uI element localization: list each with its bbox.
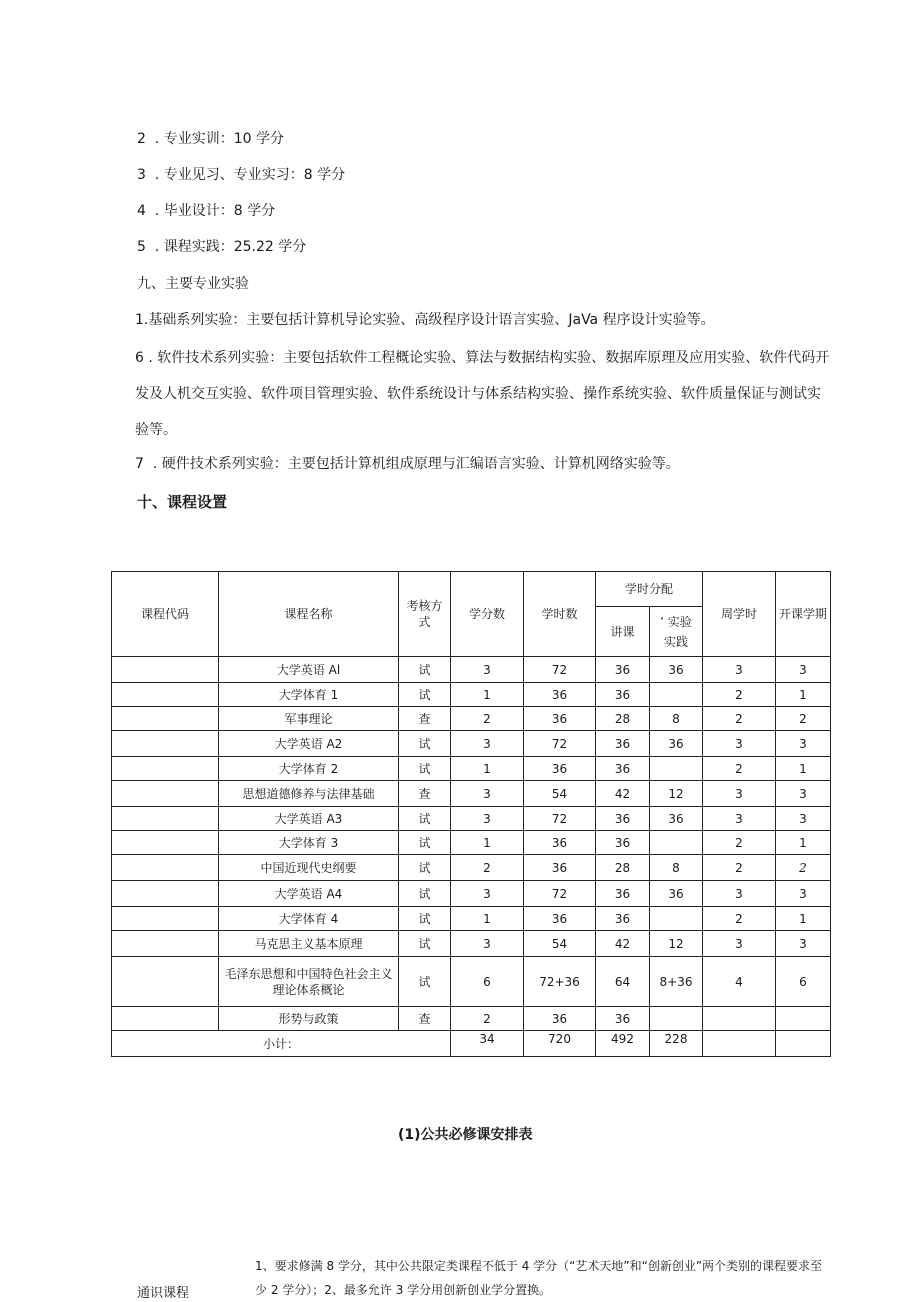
cell-hours: 72 — [524, 657, 596, 683]
cell-credits: 1 — [451, 831, 524, 855]
cell-lab: 36 — [650, 657, 703, 683]
cell-hours: 36 — [524, 855, 596, 881]
cell-weekly — [703, 1007, 776, 1031]
cell-term: 3 — [776, 657, 831, 683]
header-code: 课程代码 — [112, 572, 219, 657]
cell-code — [112, 831, 219, 855]
table-row — [112, 683, 831, 707]
cell-exam: 试 — [399, 907, 451, 931]
cell-hours: 72 — [524, 807, 596, 831]
subtotal-term — [776, 1031, 831, 1057]
cell-code — [112, 683, 219, 707]
cell-weekly: 2 — [703, 757, 776, 781]
cell-term: 1 — [776, 831, 831, 855]
cell-lab — [650, 757, 703, 781]
cell-weekly: 3 — [703, 807, 776, 831]
item-3: 3 . 专业见习、专业实习：8 学分 — [137, 167, 346, 183]
subtotal-lab: 228 — [650, 1031, 703, 1057]
cell-weekly: 3 — [703, 781, 776, 807]
table-row — [112, 757, 831, 781]
cell-credits: 1 — [451, 683, 524, 707]
item-4: 4 . 毕业设计：8 学分 — [137, 203, 276, 219]
header-term: 开课学期 — [776, 572, 831, 657]
cell-weekly: 2 — [703, 831, 776, 855]
cell-exam: 试 — [399, 957, 451, 1007]
cell-term — [776, 1007, 831, 1031]
cell-lecture: 36 — [596, 731, 650, 757]
cell-code — [112, 881, 219, 907]
cell-exam: 试 — [399, 881, 451, 907]
table-row — [112, 831, 831, 855]
cell-lab: 8+36 — [650, 957, 703, 1007]
cell-term: 3 — [776, 931, 831, 957]
cell-credits: 1 — [451, 907, 524, 931]
subtotal-lecture: 492 — [596, 1031, 650, 1057]
cell-lecture: 36 — [596, 1007, 650, 1031]
cell-term: 3 — [776, 731, 831, 757]
table-row — [112, 731, 831, 757]
table-row — [112, 707, 831, 731]
cell-hours: 72 — [524, 881, 596, 907]
cell-weekly: 2 — [703, 683, 776, 707]
cell-hours: 36 — [524, 907, 596, 931]
table-header-row — [112, 572, 831, 607]
cell-lecture: 36 — [596, 907, 650, 931]
cell-weekly: 3 — [703, 657, 776, 683]
cell-lab — [650, 1007, 703, 1031]
cell-code — [112, 731, 219, 757]
cell-weekly: 4 — [703, 957, 776, 1007]
cell-code — [112, 907, 219, 931]
table-row — [112, 907, 831, 931]
cell-lecture: 36 — [596, 881, 650, 907]
cell-term: 6 — [776, 957, 831, 1007]
cell-exam: 试 — [399, 855, 451, 881]
cell-exam: 试 — [399, 683, 451, 707]
cell-exam: 试 — [399, 731, 451, 757]
header-weekly: 周学时 — [703, 572, 776, 657]
cell-lecture: 42 — [596, 931, 650, 957]
section9-p2: 6 . 软件技术系列实验：主要包括软件工程概论实验、算法与数据结构实验、数据库原理及应用实验、软件代码开发及人机交互实验、软件项目管理实验、软件系统设计与体系结构实验、操作系统实验、软件质量保证与测试实验等。 — [135, 350, 830, 438]
cell-credits: 3 — [451, 657, 524, 683]
cell-lecture: 36 — [596, 757, 650, 781]
cell-weekly: 2 — [703, 707, 776, 731]
section10-title: 十、课程设置 — [137, 493, 228, 511]
cell-exam: 查 — [399, 707, 451, 731]
header-name: 课程名称 — [219, 572, 399, 657]
header-hours: 学时数 — [524, 572, 596, 657]
table-row — [112, 957, 831, 1007]
cell-credits: 6 — [451, 957, 524, 1007]
cell-credits: 3 — [451, 931, 524, 957]
cell-name: 大学英语 A2 — [219, 731, 399, 757]
cell-weekly: 3 — [703, 931, 776, 957]
cell-lab — [650, 683, 703, 707]
section9-title: 九、主要专业实验 — [137, 276, 249, 292]
cell-lab — [650, 831, 703, 855]
cell-exam: 查 — [399, 1007, 451, 1031]
cell-name: 大学体育 4 — [219, 907, 399, 931]
cell-hours: 36 — [524, 757, 596, 781]
cell-credits: 3 — [451, 881, 524, 907]
cell-code — [112, 757, 219, 781]
table-row — [112, 1007, 831, 1031]
cell-credits: 3 — [451, 807, 524, 831]
header-distribution: 学时分配 — [596, 572, 703, 607]
cell-lecture: 28 — [596, 855, 650, 881]
cell-name: 军事理论 — [219, 707, 399, 731]
cell-code — [112, 957, 219, 1007]
table-row — [112, 781, 831, 807]
cell-credits: 2 — [451, 707, 524, 731]
cell-lab: 8 — [650, 855, 703, 881]
cell-credits: 3 — [451, 731, 524, 757]
cell-credits: 2 — [451, 855, 524, 881]
cell-name: 大学英语 A3 — [219, 807, 399, 831]
cell-lab: 8 — [650, 707, 703, 731]
cell-name: 大学体育 3 — [219, 831, 399, 855]
cell-exam: 试 — [399, 807, 451, 831]
cell-name: 马克思主义基本原理 — [219, 931, 399, 957]
cell-term: 3 — [776, 881, 831, 907]
subtotal-credits: 34 — [451, 1031, 524, 1057]
cell-term: 3 — [776, 781, 831, 807]
general-label: 通识课程 — [137, 1286, 190, 1301]
cell-lecture: 36 — [596, 807, 650, 831]
item-2: 2 . 专业实训：10 学分 — [137, 131, 284, 147]
cell-lecture: 36 — [596, 683, 650, 707]
cell-lab: 36 — [650, 881, 703, 907]
cell-lecture: 28 — [596, 707, 650, 731]
subtotal-hours: 720 — [524, 1031, 596, 1057]
cell-name: 中国近现代史纲要 — [219, 855, 399, 881]
course-table — [111, 571, 831, 1057]
cell-exam: 试 — [399, 931, 451, 957]
cell-hours: 72 — [524, 731, 596, 757]
cell-hours: 36 — [524, 707, 596, 731]
cell-term: 1 — [776, 683, 831, 707]
item-5: 5 . 课程实践：25.22 学分 — [137, 239, 307, 255]
cell-exam: 试 — [399, 657, 451, 683]
cell-lecture: 64 — [596, 957, 650, 1007]
cell-hours: 54 — [524, 781, 596, 807]
cell-name: 大学体育 2 — [219, 757, 399, 781]
cell-code — [112, 855, 219, 881]
cell-term: 2 — [776, 707, 831, 731]
cell-hours: 36 — [524, 683, 596, 707]
cell-lab: 12 — [650, 781, 703, 807]
header-credits: 学分数 — [451, 572, 524, 657]
table-row — [112, 855, 831, 881]
header-exam: 考核方式 — [399, 572, 451, 657]
cell-code — [112, 707, 219, 731]
subtotal-row — [112, 1031, 831, 1057]
cell-code — [112, 931, 219, 957]
cell-lab: 36 — [650, 731, 703, 757]
cell-name: 大学体育 1 — [219, 683, 399, 707]
table-row — [112, 657, 831, 683]
cell-name: 大学英语 Al — [219, 657, 399, 683]
table-row — [112, 881, 831, 907]
cell-term: 1 — [776, 907, 831, 931]
section9-p1: 1.基础系列实验：主要包括计算机导论实验、高级程序设计语言实验、JaVa 程序设计实验等。 — [135, 312, 715, 328]
cell-credits: 1 — [451, 757, 524, 781]
cell-term: 2 — [776, 855, 831, 881]
cell-code — [112, 657, 219, 683]
section9-p3: 7 . 硬件技术系列实验：主要包括计算机组成原理与汇编语言实验、计算机网络实验等。 — [135, 456, 680, 472]
table-row — [112, 931, 831, 957]
cell-weekly: 2 — [703, 907, 776, 931]
header-lecture: 讲课 — [596, 607, 650, 657]
cell-lecture: 42 — [596, 781, 650, 807]
cell-term: 1 — [776, 757, 831, 781]
cell-hours: 36 — [524, 831, 596, 855]
cell-credits: 2 — [451, 1007, 524, 1031]
cell-weekly: 3 — [703, 881, 776, 907]
cell-hours: 72+36 — [524, 957, 596, 1007]
cell-code — [112, 1007, 219, 1031]
cell-code — [112, 781, 219, 807]
subtotal-weekly — [703, 1031, 776, 1057]
general-note: 1、要求修满 8 学分，其中公共限定类课程不低于 4 学分（“艺术天地”和“创新创业”两个类别的课程要求至少 2 学分）；2、最多允许 3 学分用创新创业学分置换。 — [255, 1259, 823, 1297]
cell-lab: 12 — [650, 931, 703, 957]
table-row — [112, 807, 831, 831]
cell-hours: 54 — [524, 931, 596, 957]
subtotal-label: 小计： — [112, 1031, 451, 1057]
cell-code — [112, 807, 219, 831]
cell-hours: 36 — [524, 1007, 596, 1031]
cell-name: 形势与政策 — [219, 1007, 399, 1031]
cell-lecture: 36 — [596, 831, 650, 855]
cell-lab: 36 — [650, 807, 703, 831]
cell-exam: 试 — [399, 831, 451, 855]
cell-exam: 查 — [399, 781, 451, 807]
cell-weekly: 3 — [703, 731, 776, 757]
cell-term: 3 — [776, 807, 831, 831]
cell-lab — [650, 907, 703, 931]
cell-credits: 3 — [451, 781, 524, 807]
cell-lecture: 36 — [596, 657, 650, 683]
header-lab: ’ 实验 实践 — [650, 607, 703, 657]
cell-name: 毛泽东思想和中国特色社会主义理论体系概论 — [219, 957, 399, 1007]
cell-name: 大学英语 A4 — [219, 881, 399, 907]
cell-name: 思想道德修养与法律基础 — [219, 781, 399, 807]
cell-weekly: 2 — [703, 855, 776, 881]
cell-exam: 试 — [399, 757, 451, 781]
table-caption: (1)公共必修课安排表 — [398, 1127, 533, 1143]
